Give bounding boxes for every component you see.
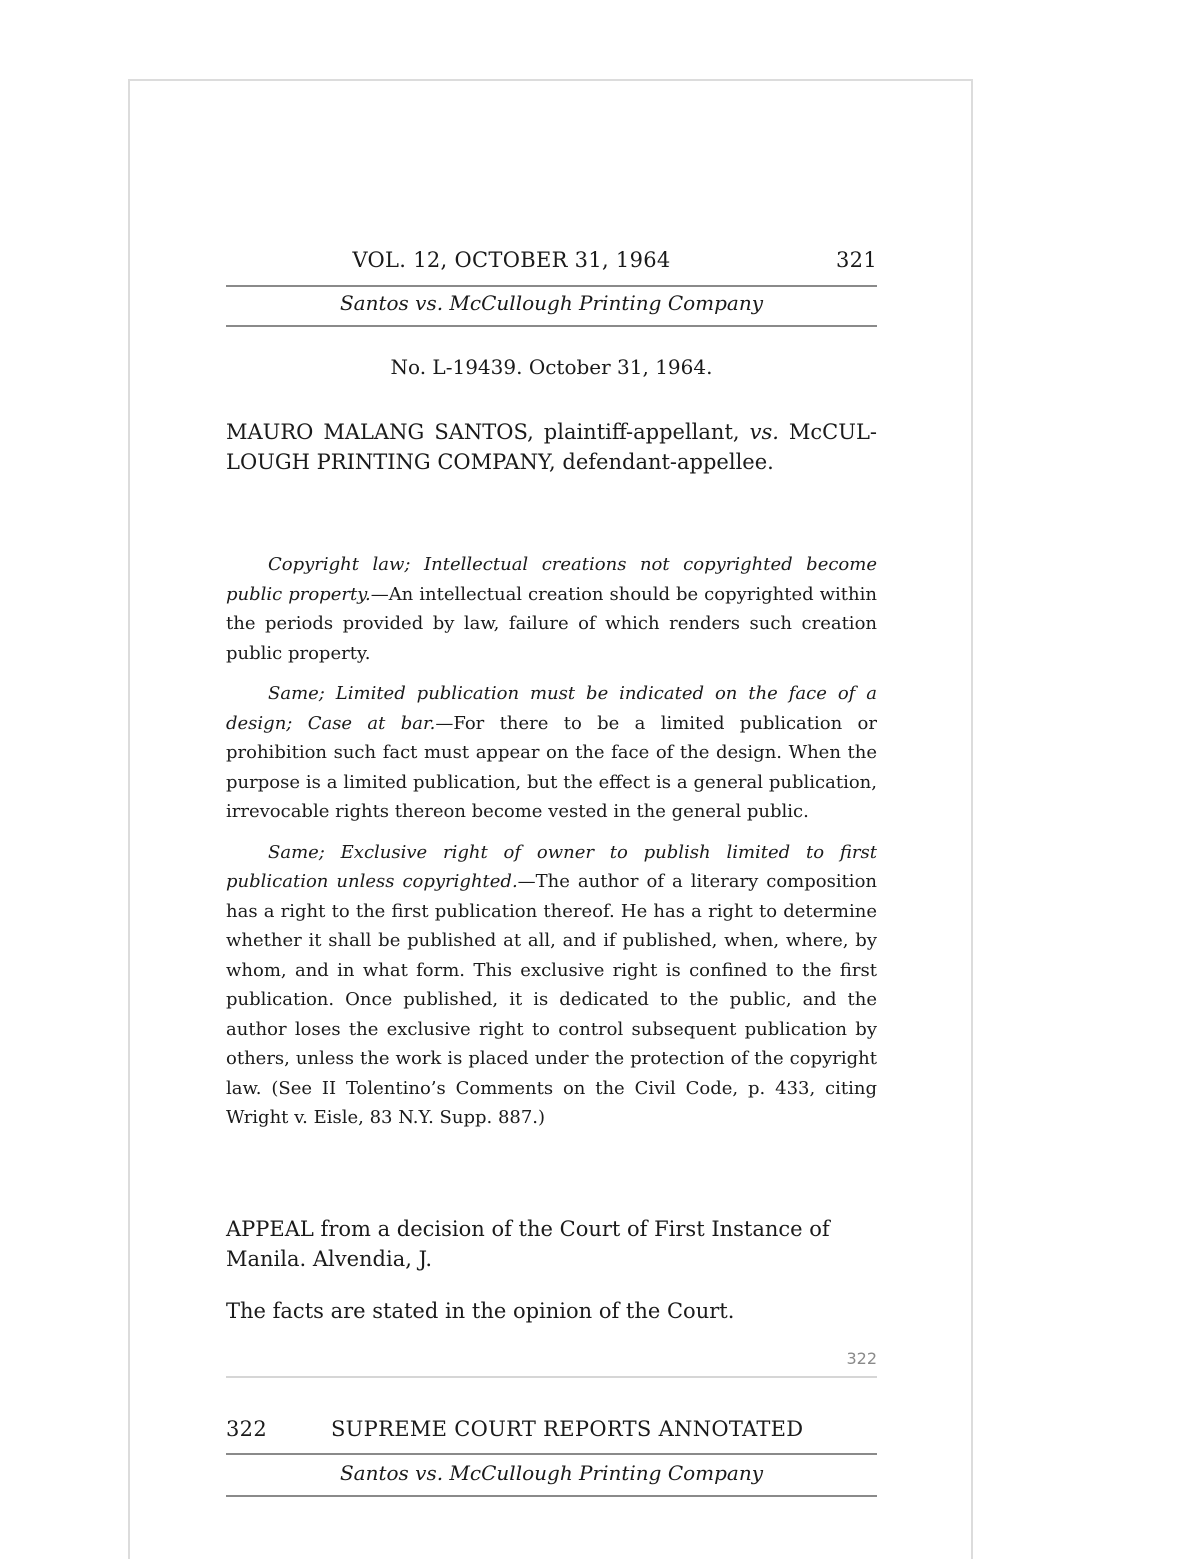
running-head-title-page2: SUPREME COURT REPORTS ANNOTATED xyxy=(331,1417,804,1441)
syllabus-text: —An intellectual creation should be copyrighted within the periods provided by law, failure of which renders such creation public property. xyxy=(226,583,877,664)
syllabus xyxy=(226,550,877,1133)
appeal-text: APPEAL from a decision of the Court of First Instance of Manila. Alvendia, J. xyxy=(226,1217,830,1271)
page-break-marker: 322 xyxy=(846,1349,877,1368)
syllabus-item xyxy=(226,550,877,668)
header-rule-top-page2 xyxy=(226,1453,877,1455)
plaintiff: MAURO MALANG SANTOS, plaintiff-appellant, xyxy=(226,420,740,444)
page-number-page2: 322 xyxy=(226,1417,267,1441)
page-number: 321 xyxy=(836,248,877,272)
syllabus-item xyxy=(226,838,877,1133)
facts-text: The facts are stated in the opinion of the Court. xyxy=(226,1299,735,1323)
syllabus-item xyxy=(226,679,877,827)
syllabus-text: —The author of a literary composition has a right to the first publication thereof. He has a right to determine whether it shall be published at all, and if published, when, where, by whom, and in what form. This exclusive right is confined to the first publication. Once published, it is dedicated to the public, and the author loses the exclusive right to control subsequent publication by others, unless the work is placed under the protection of the copyright law. (See II Tolentino’s Comments on the Civil Code, p. 433, citing Wright v. Eisle, 83 N.Y. Supp. 887.) xyxy=(226,871,877,1128)
header-rule-bottom xyxy=(226,325,877,327)
docket-number: No. L-19439. October 31, 1964. xyxy=(390,355,713,379)
header-rule-top xyxy=(226,285,877,287)
defendant: McCUL-LOUGH PRINTING COMPANY, defendant-appellee. xyxy=(226,420,877,474)
header-rule-bottom-page2 xyxy=(226,1495,877,1497)
syllabus-text: —For there to be a limited publication or prohibition such fact must appear on the face of the design. When the purpose is a limited publication, but the effect is a general publication, irrevocable rights thereon become vested in the general public. xyxy=(226,712,877,822)
appeal-statement xyxy=(226,1214,877,1274)
syllabus-topic: Same; Exclusive right of owner to publish limited to first publication unless copyrighted. xyxy=(226,841,877,892)
case-parties xyxy=(226,417,877,477)
running-head-title: VOL. 12, OCTOBER 31, 1964 xyxy=(352,248,671,272)
page-break-rule xyxy=(226,1376,877,1378)
facts-statement xyxy=(226,1296,877,1326)
case-title-header-page2: Santos vs. McCullough Printing Company xyxy=(339,1461,764,1485)
case-title-header: Santos vs. McCullough Printing Company xyxy=(339,291,764,315)
syllabus-topic: Copyright law; Intellectual creations not copyrighted become public property. xyxy=(226,554,877,605)
syllabus-topic: Same; Limited publication must be indicated on the face of a design; Case at bar. xyxy=(226,683,877,734)
versus: vs. xyxy=(749,420,779,444)
